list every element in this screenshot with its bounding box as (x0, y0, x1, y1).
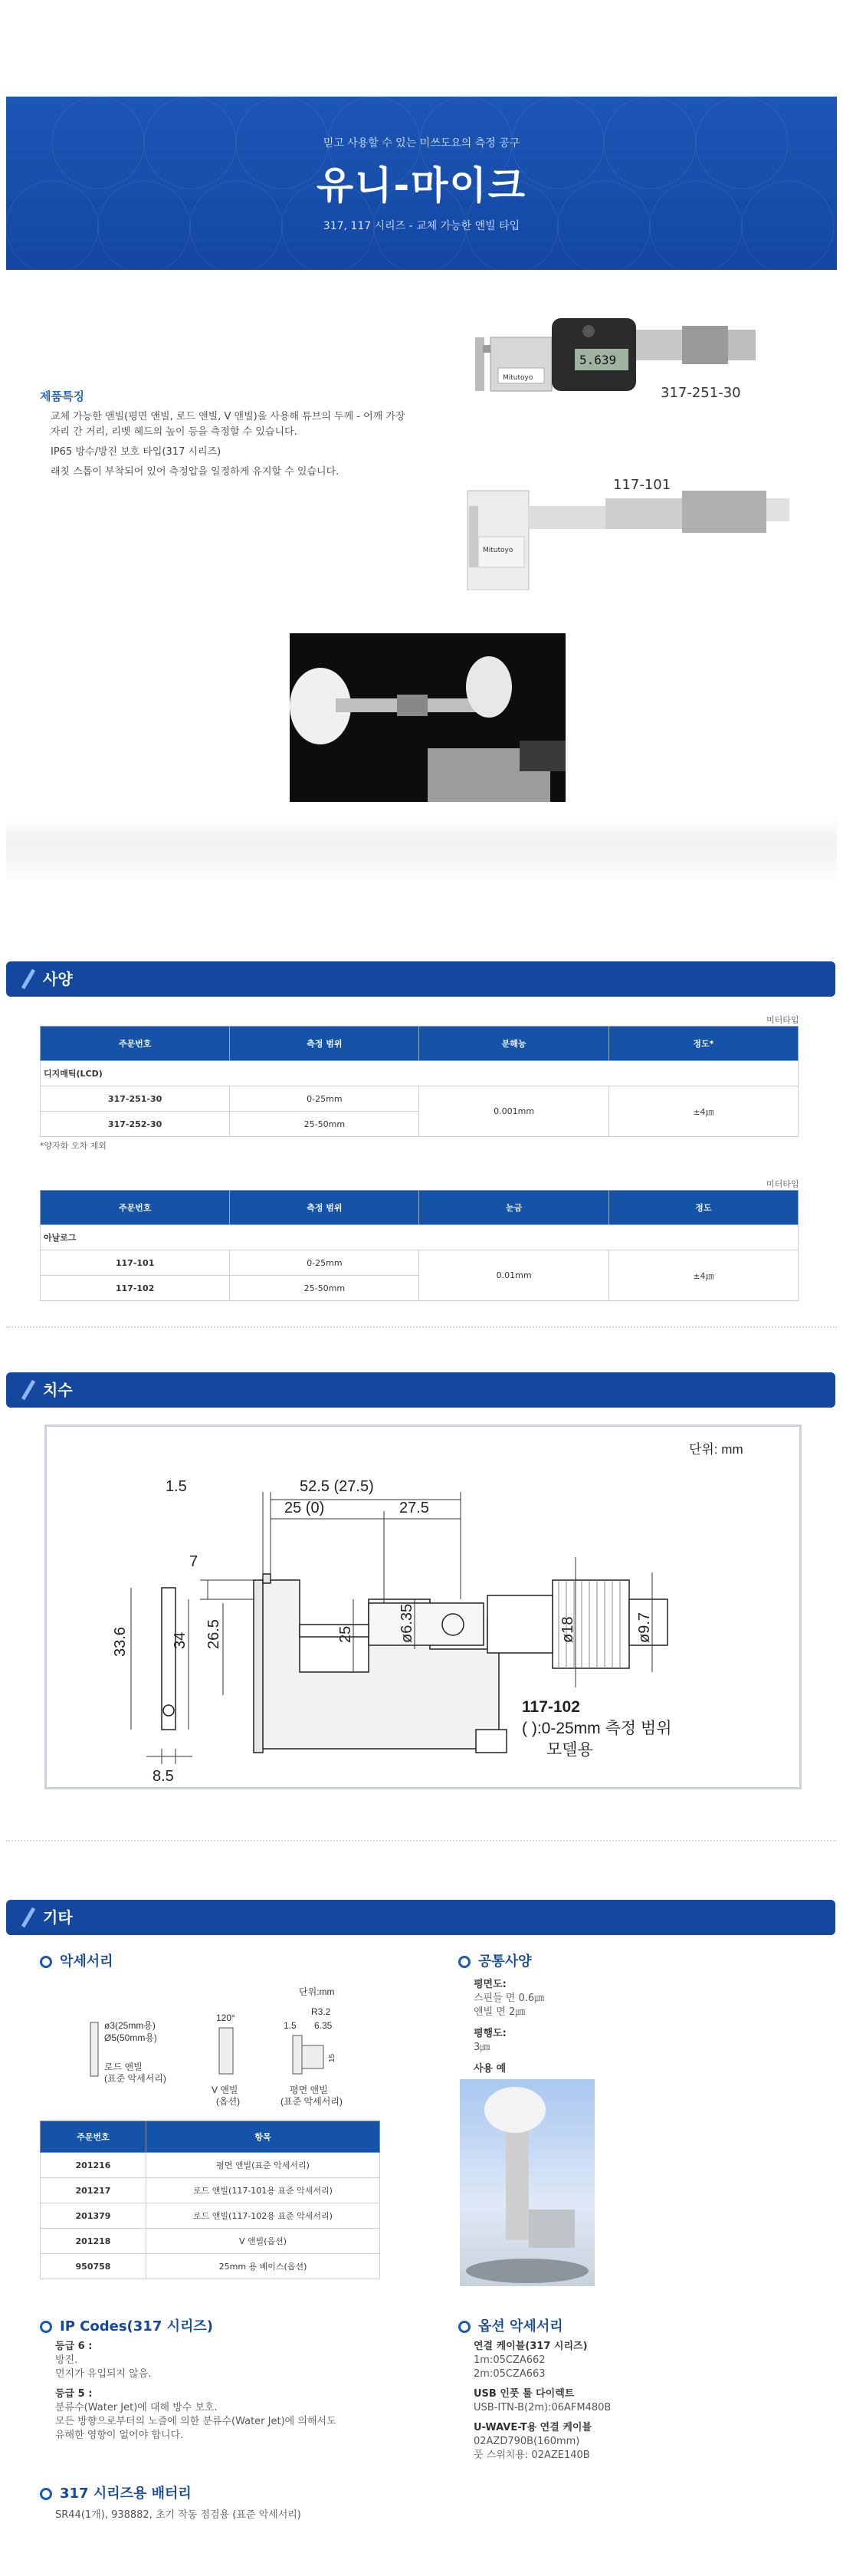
parallel-label: 평행도: (474, 2028, 507, 2039)
usb-label: USB 인풋 툴 다이렉트 (474, 2388, 575, 2400)
dimension-unit: 단위: mm (689, 1442, 743, 1457)
dim-52-5: 52.5 (27.5) (300, 1478, 374, 1495)
brand-label: Mitutoyo (503, 374, 533, 382)
accessory-item: 로드 앤빌(117-102용 표준 악세서리) (146, 2203, 380, 2229)
spec-section-title: 사양 (43, 970, 73, 988)
v-label-2: (옵션) (216, 2096, 241, 2107)
bullet-ring-icon (40, 1956, 52, 1968)
digital-spec-table (40, 1026, 799, 1137)
v-label-1: V 앤빌 (212, 2085, 238, 2095)
col-order-no: 주문번호 (41, 1027, 230, 1061)
order-code: 117-101 (41, 1250, 230, 1276)
v-angle: 120° (216, 2013, 235, 2023)
model-note-2: ( ):0-25mm 측정 범위 (522, 1720, 672, 1737)
grade5-label: 등급 5 : (55, 2388, 93, 2400)
flatness-1: 스핀들 면 0.6㎛ (474, 1993, 545, 2004)
flat-d1: 1.5 (284, 2020, 297, 2031)
usage-photo-drawing (290, 633, 566, 802)
usage-example-drawing (460, 2079, 595, 2286)
col-range: 측정 범위 (230, 1191, 419, 1225)
section-mark-icon (20, 1379, 37, 1401)
accessory-item: V 앤빌(옵션) (146, 2229, 380, 2254)
dim-1-5: 1.5 (166, 1478, 187, 1495)
grade5-3: 유해한 영향이 없어야 합니다. (55, 2430, 184, 2441)
flatness-label: 평면도: (474, 1979, 507, 1990)
common-spec-heading-text: 공통사양 (478, 1953, 532, 1970)
cable-label: 연결 케이블(317 시리즈) (474, 2341, 588, 2352)
col-accuracy: 정도* (608, 1027, 798, 1061)
category-row: 디지매틱(LCD) (41, 1061, 799, 1086)
dim-25: 25 (337, 1625, 354, 1643)
col-order-no: 주문번호 (41, 2121, 146, 2153)
unit-note-2: 미터타입 (766, 1179, 799, 1189)
accessory-code: 201217 (41, 2178, 146, 2203)
dim-6-35: ø6.35 (399, 1603, 415, 1643)
analog-model-label: 117-101 (613, 477, 671, 493)
digital-model-label: 317-251-30 (661, 385, 741, 401)
battery-heading-text: 317 시리즈용 배터리 (60, 2486, 192, 2502)
bullet-ring-icon (458, 1956, 471, 1968)
lcd-display: 5.639 (579, 353, 617, 367)
bullet-ring-icon (40, 2488, 52, 2500)
dimension-drawing (47, 1427, 799, 1787)
dim-7: 7 (189, 1553, 198, 1570)
accessory-code: 201216 (41, 2153, 146, 2178)
col-resolution: 분해능 (419, 1027, 608, 1061)
bullet-ring-icon (458, 2321, 471, 2333)
bullet-ring-icon (40, 2321, 52, 2333)
flat-label-1: 평면 앤빌 (290, 2085, 328, 2095)
flat-d2: 6.35 (314, 2020, 333, 2031)
dim-34: 34 (172, 1631, 189, 1649)
accessory-item: 로드 앤빌(117-101용 표준 악세서리) (146, 2178, 380, 2203)
range-value: 0-25mm (230, 1086, 419, 1112)
table-row (41, 2203, 380, 2229)
banner-tagline: 믿고 사용할 수 있는 미쓰도요의 측정 공구 (323, 137, 520, 150)
table-row (41, 2178, 380, 2203)
feature-item: 래칫 스톱이 부착되어 있어 측정압을 일정하게 유지할 수 있습니다. (51, 466, 339, 478)
rod-label-2: (표준 악세서리) (104, 2073, 166, 2084)
divider (6, 1840, 837, 1842)
section-mark-icon (20, 968, 37, 990)
grade6-label: 등급 6 : (55, 2341, 93, 2352)
digital-micrometer-image (460, 307, 797, 406)
cable-2: 2m:05CZA663 (474, 2368, 546, 2380)
cable-1: 1m:05CZA662 (474, 2354, 546, 2366)
dim-27-5: 27.5 (399, 1500, 429, 1516)
model-note-1: 117-102 (522, 1698, 580, 1716)
dimension-drawing-frame (44, 1424, 802, 1789)
dim-33-6: 33.6 (112, 1627, 129, 1657)
grade5-1: 분류수(Water Jet)에 대해 방수 보호. (55, 2402, 218, 2413)
grade6-1: 방진. (55, 2354, 78, 2366)
other-section-title: 기타 (43, 1908, 73, 1927)
analog-micrometer-image (460, 422, 797, 590)
uwave-2: 풋 스위치용: 02AZE140B (474, 2450, 590, 2461)
brand-label-2: Mitutoyo (483, 547, 513, 554)
uwave-label: U-WAVE-T용 연결 케이블 (474, 2422, 592, 2433)
table-row (41, 1250, 799, 1276)
rod-note-2: Ø5(50mm용) (104, 2032, 157, 2043)
dimension-section-title: 치수 (43, 1381, 73, 1399)
dim-9-7: ø9.7 (636, 1612, 653, 1643)
battery-heading (40, 2482, 192, 2502)
banner-subtitle: 317, 117 시리즈 - 교체 가능한 앤빌 타입 (323, 220, 520, 232)
dim-25-0: 25 (0) (284, 1500, 325, 1516)
other-section-bar (6, 1900, 835, 1935)
graduation-value: 0.01mm (419, 1250, 608, 1301)
col-order-no: 주문번호 (41, 1191, 230, 1225)
feature-item: 교체 가능한 앤빌(평면 앤빌, 로드 앤빌, V 앤빌)을 사용해 튜브의 두께 - 어깨 가장자리 간 거리, 리벳 헤드의 높이 등을 측정할 수 있습니다. (51, 411, 405, 438)
accuracy-value: ±4㎛ (608, 1250, 798, 1301)
accessories-heading (40, 1950, 113, 1970)
spec-footnote: *양자화 오차 제외 (40, 1141, 107, 1151)
rod-label-1: 로드 앤빌 (104, 2062, 143, 2072)
decor-band (6, 814, 837, 883)
ip-codes-heading-text: IP Codes(317 시리즈) (60, 2318, 213, 2334)
accessory-code: 201218 (41, 2229, 146, 2254)
range-value: 25-50mm (230, 1112, 419, 1137)
banner-title: 유니-마이크 (316, 163, 527, 208)
dim-26-5: 26.5 (205, 1619, 222, 1649)
spec-section-bar (6, 961, 835, 997)
flat-d3: 15 (328, 2053, 336, 2062)
accessory-code: 201379 (41, 2203, 146, 2229)
features-list (51, 409, 411, 485)
accessory-item: 25mm 용 베이스(옵션) (146, 2254, 380, 2279)
table-row (41, 2254, 380, 2279)
flat-r: R3.2 (311, 2006, 331, 2017)
accessory-table (40, 2121, 380, 2279)
unit-note-1: 미터타입 (766, 1015, 799, 1025)
rod-note-1: ø3(25mm용) (104, 2020, 156, 2031)
ip-codes-block (55, 2340, 336, 2443)
col-graduation: 눈금 (419, 1191, 608, 1225)
accessory-unit: 단위:mm (299, 1986, 335, 1997)
range-value: 25-50mm (230, 1276, 419, 1301)
flatness-2: 앤빌 면 2㎛ (474, 2006, 526, 2018)
order-code: 117-102 (41, 1276, 230, 1301)
dim-8-5: 8.5 (153, 1768, 174, 1785)
usage-photo (290, 633, 566, 802)
common-spec-heading (458, 1950, 532, 1970)
dim-18: ø18 (559, 1616, 576, 1643)
flat-label-2: (표준 악세서리) (280, 2096, 343, 2107)
options-heading (458, 2315, 563, 2335)
usage-label: 사용 예 (474, 2063, 507, 2075)
range-value: 0-25mm (230, 1250, 419, 1276)
accessories-heading-text: 악세서리 (60, 1953, 113, 1970)
ip-codes-heading (40, 2315, 213, 2335)
options-block (474, 2340, 611, 2463)
resolution-value: 0.001mm (419, 1086, 608, 1137)
analog-spec-table (40, 1190, 799, 1301)
parallel-value: 3㎛ (474, 2042, 490, 2053)
accuracy-value: ±4㎛ (608, 1086, 798, 1137)
divider (6, 1326, 837, 1328)
common-spec-block (474, 1978, 544, 2076)
table-row (41, 2153, 380, 2178)
order-code: 317-252-30 (41, 1112, 230, 1137)
section-mark-icon (20, 1907, 37, 1928)
usb-value: USB-ITN-B(2m):06AFM480B (474, 2402, 612, 2413)
grade6-2: 먼지가 유입되지 않음. (55, 2368, 152, 2380)
battery-value: SR44(1개), 938882, 초기 작동 점검용 (표준 악세서리) (55, 2509, 301, 2521)
col-accuracy: 정도 (608, 1191, 798, 1225)
category-row: 아날로그 (41, 1225, 799, 1250)
dimension-section-bar (6, 1372, 835, 1408)
features-heading: 제품특징 (40, 389, 84, 403)
accessory-code: 950758 (41, 2254, 146, 2279)
table-row (41, 1086, 799, 1112)
table-row (41, 2229, 380, 2254)
accessories-drawing (46, 1978, 391, 2108)
order-code: 317-251-30 (41, 1086, 230, 1112)
model-note-3: 모델용 (546, 1741, 593, 1759)
col-item: 항목 (146, 2121, 380, 2153)
feature-item: IP65 방수/방진 보호 타입(317 시리즈) (51, 446, 221, 458)
col-range: 측정 범위 (230, 1027, 419, 1061)
hero-banner (6, 97, 837, 270)
options-heading-text: 옵션 악세서리 (478, 2318, 563, 2334)
uwave-1: 02AZD790B(160mm) (474, 2436, 580, 2447)
accessory-item: 평면 앤빌(표준 악세서리) (146, 2153, 380, 2178)
grade5-2: 모든 방향으로부터의 노즐에 의한 분류수(Water Jet)에 의해서도 (55, 2416, 336, 2427)
usage-example-photo (460, 2079, 595, 2286)
